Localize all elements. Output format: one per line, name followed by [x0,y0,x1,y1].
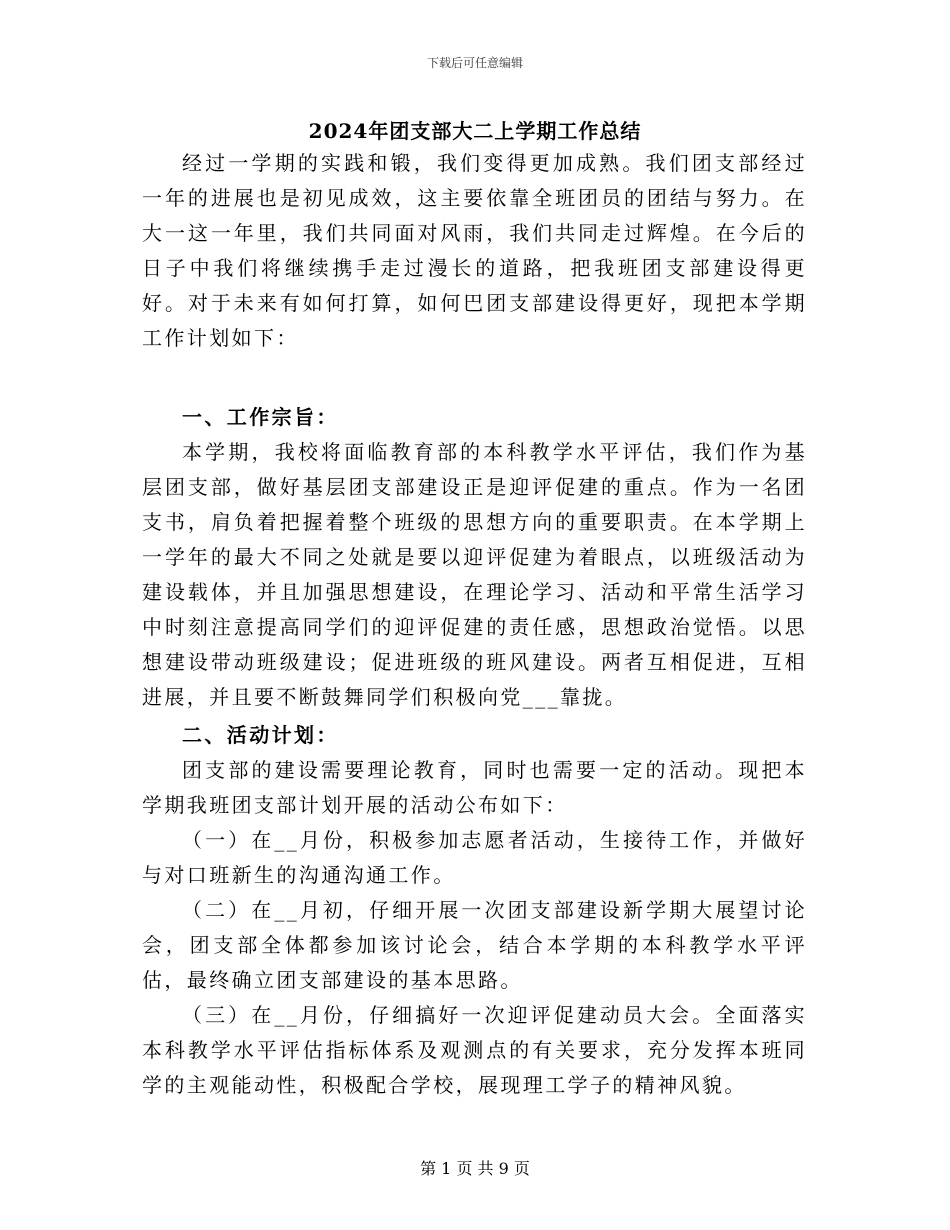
activity-item: （三）在__月份，仔细搞好一次迎评促建动员大会。全面落实本科教学水平评估指标体系及观测点的有关要求，充分发挥本班同学的主观能动性，积极配合学校，展现理工学子的精神风貌。 [142,1003,807,1097]
activity-item: （二）在__月初，仔细开展一次团支部建设新学期大展望讨论会，团支部全体都参加该讨论会，结合本学期的本科教学水平评估，最终确立团支部建设的基本思路。 [142,898,807,992]
activity-item: （一）在__月份，积极参加志愿者活动，生接待工作，并做好与对口班新生的沟通沟通工作。 [142,828,807,887]
blank-line [142,356,807,391]
activities-intro-paragraph: 团支部的建设需要理论教育，同时也需要一定的活动。现把本学期我班团支部计划开展的活动公布如下： [142,758,807,817]
section-heading-purpose: 一、工作宗旨： [182,405,339,429]
purpose-paragraph: 本学期，我校将面临教育部的本科教学水平评估，我们作为基层团支部，做好基层团支部建设正是迎评促建的重点。作为一名团支书，肩负着把握着整个班级的思想方向的重要职责。在本学期上一学年的最大不同之处就是要以迎评促建为着眼点，以班级活动为建设载体，并且加强思想建设，在理论学习、活动和平常生活学习中时刻注意提高同学们的迎评促建的责任感，思想政治觉悟。以思想建设带动班级建设；促进班级的班风建设。两者互相促进，互相进展，并且要不断鼓舞同学们积极向党___靠拢。 [142,440,807,709]
intro-paragraph: 经过一学期的实践和锻，我们变得更加成熟。我们团支部经过一年的进展也是初见成效，这主要依靠全班团员的团结与努力。在大一这一年里，我们共同面对风雨，我们共同走过辉煌。在今后的日子中我们将继续携手走过漫长的道路，把我班团支部建设得更好。对于未来有如何打算，如何巴团支部建设得更好，现把本学期工作计划如下： [142,151,807,350]
document-title: 2024年团支部大二上学期工作总结 [308,119,642,143]
header-note: 下载后可任意编辑 [426,56,523,70]
section-heading-activities: 二、活动计划： [182,723,339,747]
page-footer: 第 1 页 共 9 页 [420,1159,530,1178]
document-body [142,146,807,1103]
